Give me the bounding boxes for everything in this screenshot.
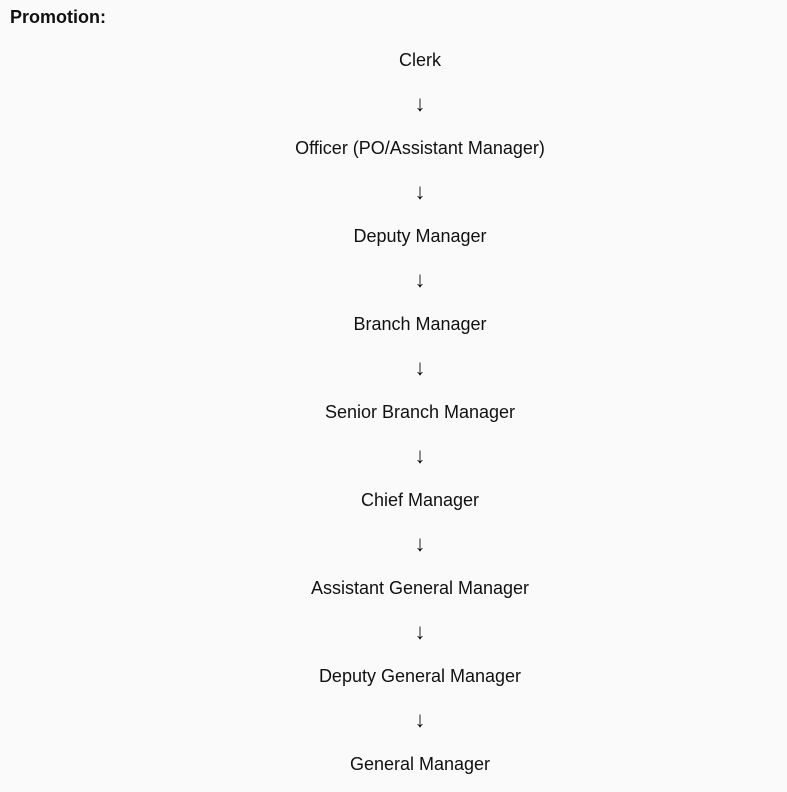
rank-assistant-general-manager: Assistant General Manager [310, 578, 530, 598]
down-arrow-icon: ↓ [414, 443, 426, 468]
rank-general-manager: General Manager [349, 754, 491, 774]
promotion-ladder [0, 44, 787, 792]
down-arrow-icon: ↓ [414, 267, 426, 292]
rank-deputy-manager: Deputy Manager [353, 226, 487, 246]
down-arrow-icon: ↓ [414, 355, 426, 380]
down-arrow-icon: ↓ [414, 531, 426, 556]
down-arrow-icon: ↓ [414, 707, 426, 732]
rank-clerk: Clerk [398, 50, 441, 70]
rank-officer: Officer (PO/Assistant Manager) [295, 138, 545, 158]
rank-branch-manager: Branch Manager [353, 314, 487, 334]
promotion-heading: Promotion: [10, 7, 106, 27]
rank-deputy-general-manager: Deputy General Manager [318, 666, 522, 686]
down-arrow-icon: ↓ [414, 179, 426, 204]
down-arrow-icon: ↓ [414, 91, 426, 116]
down-arrow-icon: ↓ [414, 619, 426, 644]
rank-senior-branch-manager: Senior Branch Manager [324, 402, 516, 422]
rank-chief-manager: Chief Manager [360, 490, 480, 510]
